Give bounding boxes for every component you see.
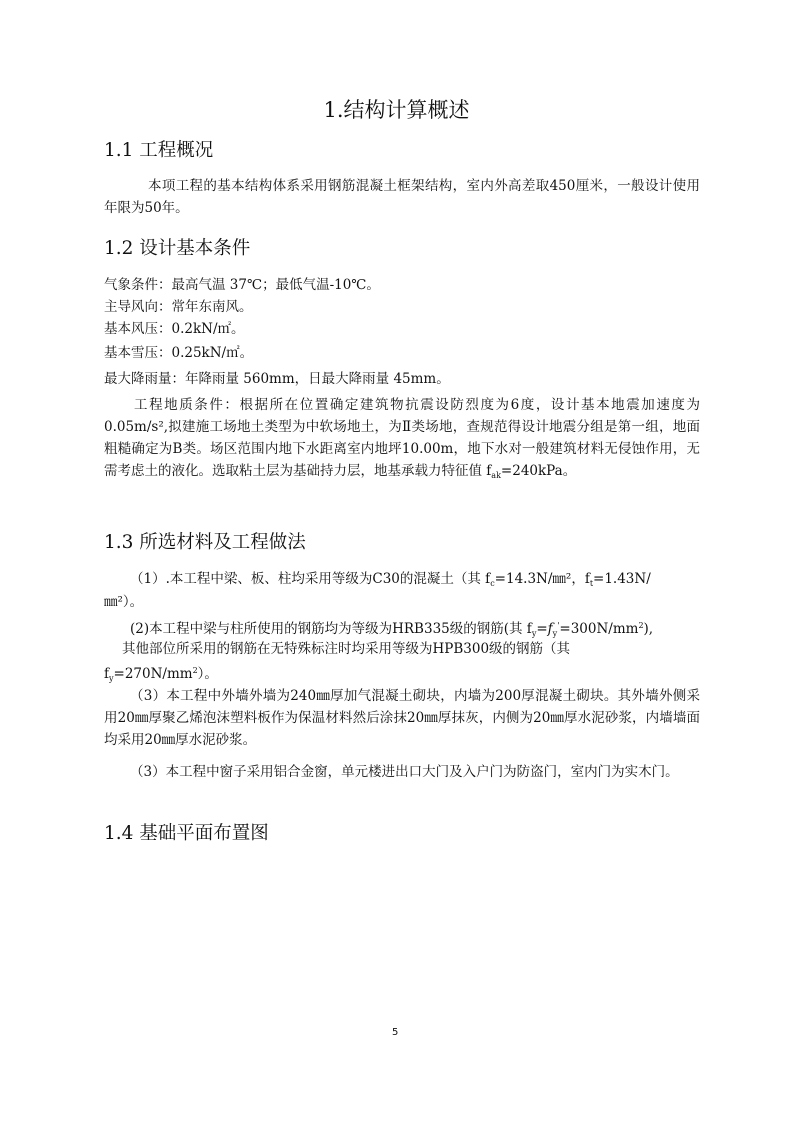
weather-line: 气象条件：最高气温 37℃；最低气温-10℃。: [104, 277, 380, 293]
rainfall-line: 最大降雨量：年降雨量 560mm，日最大降雨量 45mm。: [104, 371, 450, 387]
rebar-prime-sup: ': [557, 621, 560, 630]
hpb-fy-sub: y: [109, 674, 114, 683]
section-heading-1-2: 1.2 设计基本条件: [104, 238, 251, 259]
section-heading-1-1: 1.1 工程概况: [104, 140, 214, 161]
concrete-fc-sub: c: [490, 579, 495, 588]
materials-item-1-line-2: ㎜²）。: [104, 594, 144, 610]
rebar-unit-sup: 2: [638, 621, 644, 630]
section-1-1-paragraph: 本项工程的基本结构体系采用钢筋混凝土框架结构，室内外高差取450厘米，一般设计使用年限为50年。: [104, 178, 700, 216]
rebar-text-c: =300N/mm: [559, 621, 639, 637]
materials-item-2-line-2: 其他部位所采用的钢筋在无特殊标注时均采用等级为HPB300级的钢筋（其: [122, 641, 571, 657]
materials-item-1-line-1: [130, 569, 651, 594]
rebar-fy2-sub: y: [552, 629, 558, 638]
wind-direction-line: 主导风向：常年东南风。: [104, 299, 253, 315]
wind-pressure-line: 基本风压：0.2kN/㎡。: [104, 321, 245, 337]
geology-tail: =240kPa。: [500, 463, 577, 479]
rebar-fy-sub: y: [531, 629, 537, 638]
materials-item-4-paragraph: （3）本工程中窗子采用铝合金窗，单元楼进出口大门及入户门为防盗门，室内门为实木门。: [130, 764, 679, 780]
snow-pressure-line: 基本雪压：0.25kN/㎡。: [104, 345, 254, 361]
hpb-text-c: ）。: [197, 666, 218, 682]
concrete-text-c: =1.43N/: [593, 571, 651, 587]
page-number: 5: [392, 1027, 399, 1038]
geology-subscript: ak: [491, 471, 501, 480]
hpb-text-b: =270N/mm: [113, 666, 193, 682]
geology-text: 工程地质条件：根据所在位置确定建筑物抗震设防烈度为6度，设计基本地震加速度为0.05m/s²,拟建施工场地土类型为中软场地土，为Ⅱ类场地，查规范得设计地震分组是第一组，地面粗糙确定为B类。场区范围内地下水距离室内地坪10.00m，地下水对一般建筑材料无侵蚀作用，无需考虑土的液化。选取粘土层为基础持力层，地基承载力特征值 f: [104, 397, 700, 479]
materials-item-3-paragraph: （3）本工程中外墙外墙为240㎜厚加气混凝土砌块，内墙为200厚混凝土砌块。其外墙外侧采用20㎜厚聚乙烯泡沫塑料板作为保温材料然后涂抹20㎜厚抹灰，内侧为20㎜厚水泥砂浆，内墙墙面均采用20㎜厚水泥砂浆。: [104, 688, 700, 748]
concrete-ft-sub: t: [589, 579, 594, 588]
rebar-text-b: =f: [536, 621, 553, 637]
section-heading-1-3: 1.3 所选材料及工程做法: [104, 532, 306, 553]
geology-paragraph: [104, 394, 700, 487]
rebar-text-d: ),: [643, 621, 654, 637]
hpb-text-a: f: [104, 666, 109, 682]
hpb-unit-sup: 2: [192, 666, 198, 675]
page-title: 1.结构计算概述: [323, 98, 470, 122]
rebar-text-a: (2)本工程中梁与柱所使用的钢筋均为等级为HRB335级的钢筋(其 f: [130, 621, 532, 637]
section-heading-1-4: 1.4 基础平面布置图: [104, 823, 269, 844]
concrete-text-a: （1）.本工程中梁、板、柱均采用等级为C30的混凝土（其 f: [130, 571, 491, 587]
concrete-text-b: =14.3N/㎜²，f: [494, 571, 590, 587]
